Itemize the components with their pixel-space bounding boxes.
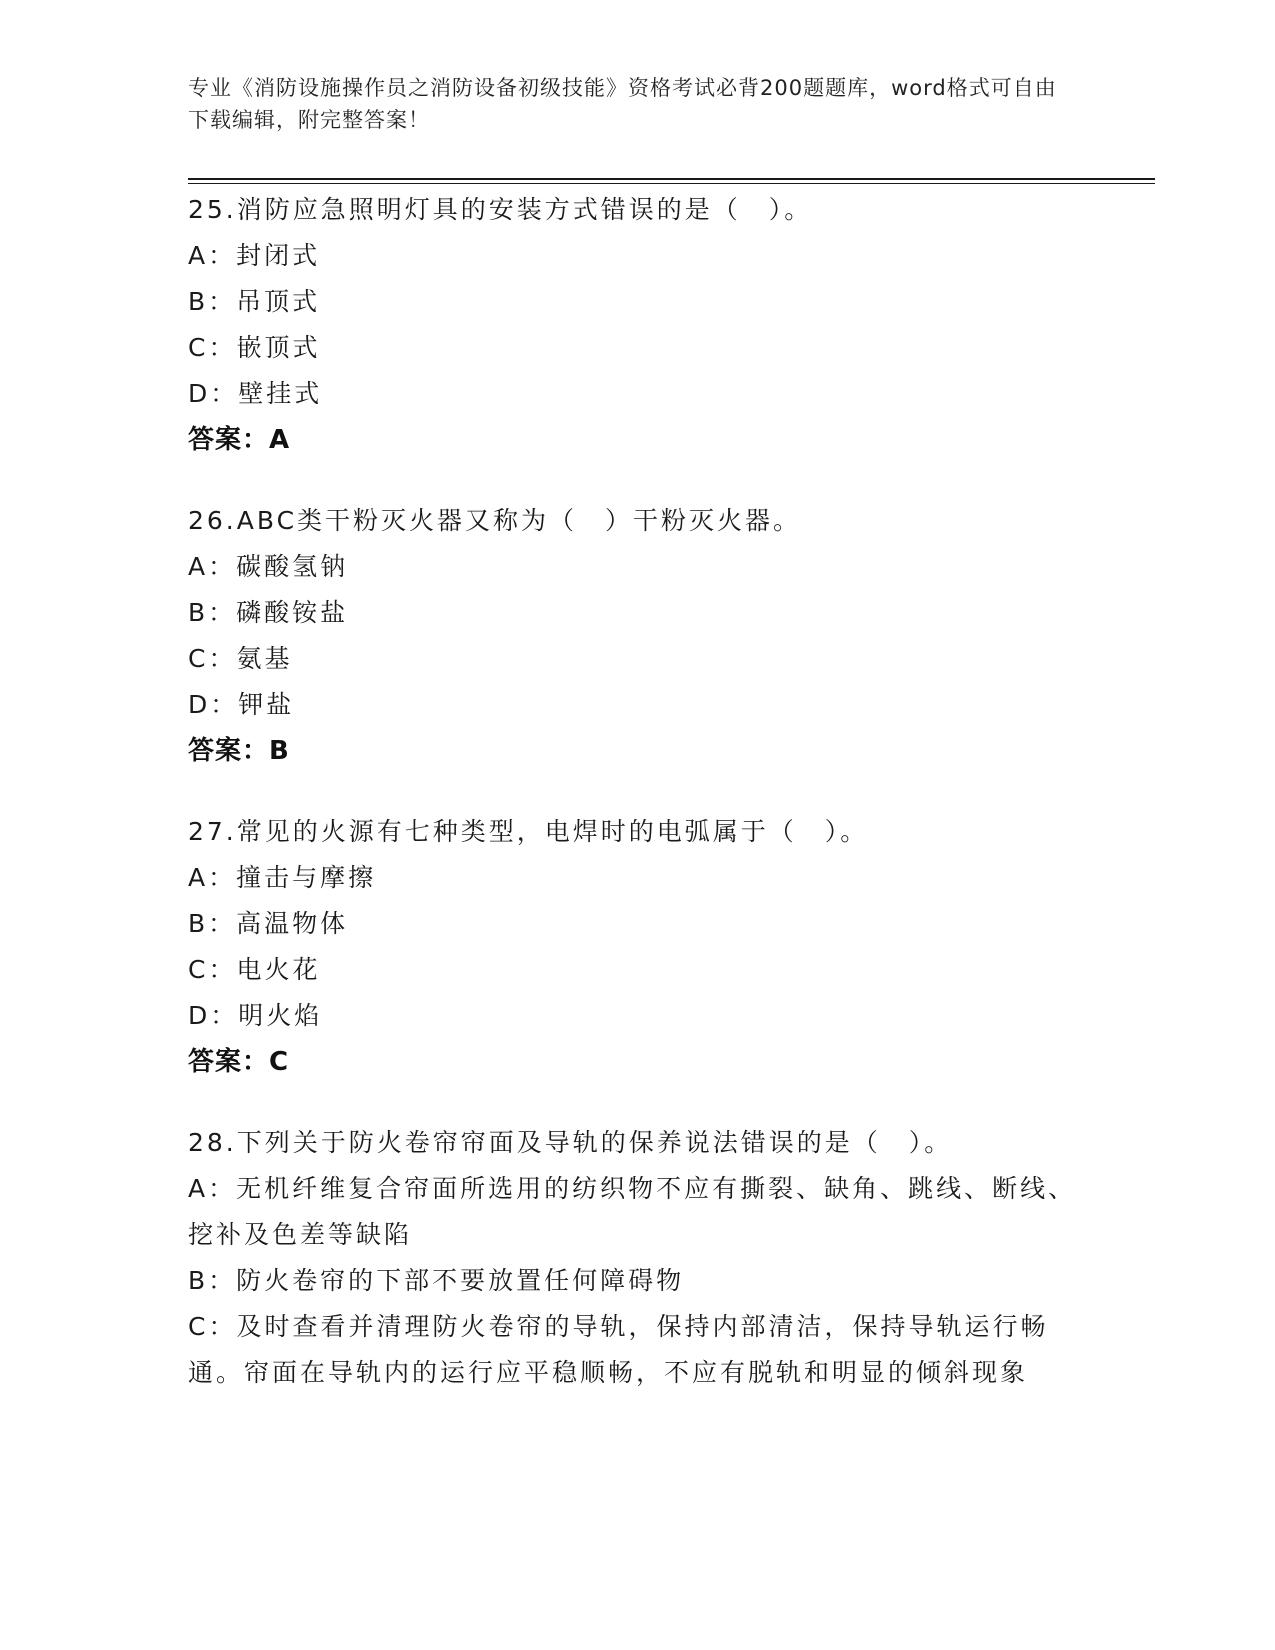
question-25 xyxy=(188,187,1088,463)
option-c: C：及时查看并清理防火卷帘的导轨，保持内部清洁，保持导轨运行畅通。帘面在导轨内的运行应平稳顺畅，不应有脱轨和明显的倾斜现象 xyxy=(188,1312,1049,1387)
question-27 xyxy=(188,809,1088,1085)
option-a: A：无机纤维复合帘面所选用的纺织物不应有撕裂、缺角、跳线、断线、挖补及色差等缺陷 xyxy=(188,1174,1077,1249)
document-header: 专业《消防设施操作员之消防设备初级技能》资格考试必背200题题库，word格式可自由下载编辑，附完整答案！ xyxy=(188,76,1057,132)
option-d: D：明火焰 xyxy=(188,1001,323,1030)
question-26 xyxy=(188,498,1088,774)
question-stem: 25.消防应急照明灯具的安装方式错误的是（ ）。 xyxy=(188,195,813,224)
option-c: C：氨基 xyxy=(188,644,293,673)
header-divider-thin xyxy=(188,183,1155,184)
answer-label: 答案：A xyxy=(188,425,291,455)
option-b: B：吊顶式 xyxy=(188,287,321,316)
option-a: A：撞击与摩擦 xyxy=(188,863,377,892)
question-28 xyxy=(188,1120,1088,1396)
option-c: C：嵌顶式 xyxy=(188,333,321,362)
option-b: B：磷酸铵盐 xyxy=(188,598,349,627)
option-a: A：封闭式 xyxy=(188,241,321,270)
question-stem: 27.常见的火源有七种类型，电焊时的电弧属于（ ）。 xyxy=(188,817,869,846)
option-b: B：防火卷帘的下部不要放置任何障碍物 xyxy=(188,1266,685,1295)
question-list xyxy=(188,187,1088,1431)
option-b: B：高温物体 xyxy=(188,909,349,938)
option-a: A：碳酸氢钠 xyxy=(188,552,349,581)
question-stem: 26.ABC类干粉灭火器又称为（ ）干粉灭火器。 xyxy=(188,506,802,535)
header-divider-thick xyxy=(188,178,1155,180)
answer-label: 答案：C xyxy=(188,1047,290,1077)
option-c: C：电火花 xyxy=(188,955,321,984)
option-d: D：壁挂式 xyxy=(188,379,323,408)
option-d: D：钾盐 xyxy=(188,690,295,719)
answer-label: 答案：B xyxy=(188,736,290,766)
question-stem: 28.下列关于防火卷帘帘面及导轨的保养说法错误的是（ ）。 xyxy=(188,1128,953,1157)
